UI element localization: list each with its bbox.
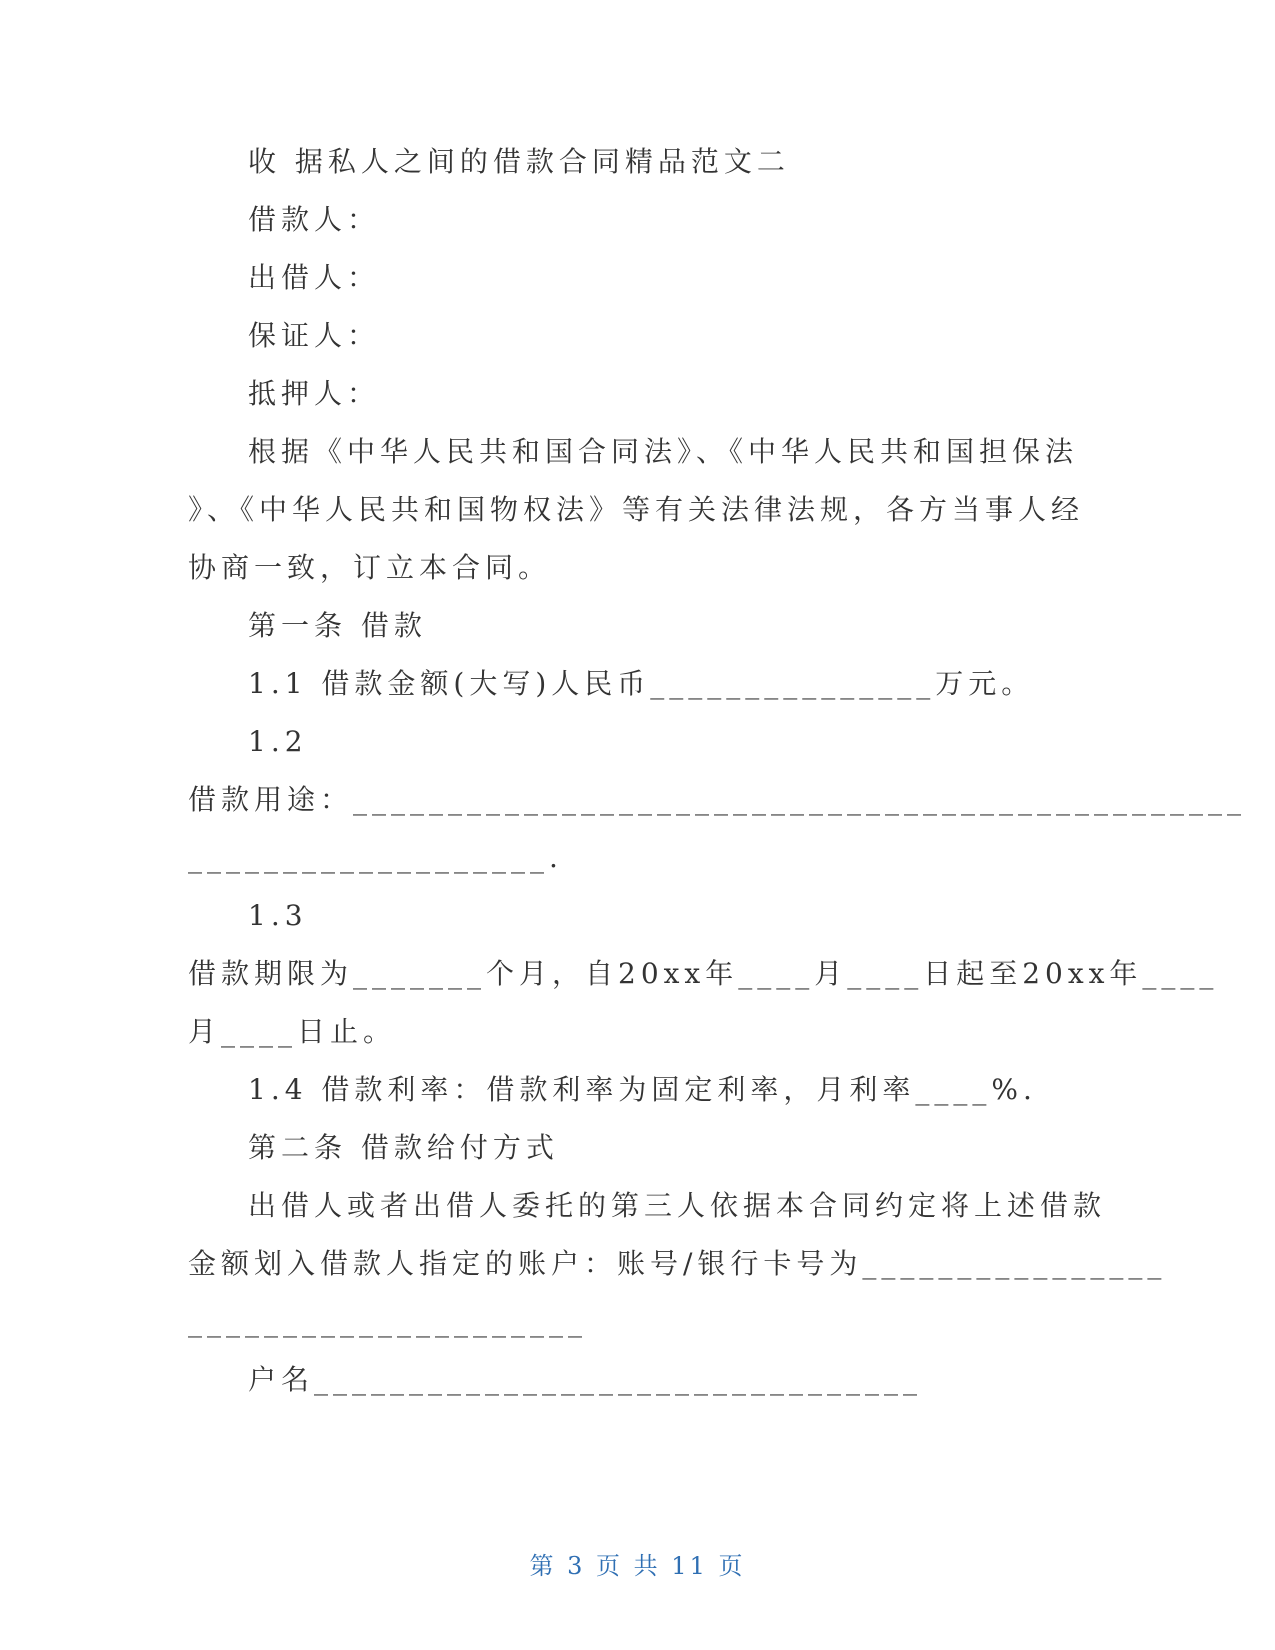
preamble-line-3: 协商一致，订立本合同。 bbox=[188, 551, 552, 584]
account-name-line: 户名________________________________ bbox=[248, 1363, 923, 1396]
lender-label: 出借人： bbox=[248, 261, 381, 294]
clause-1-3-number: 1.3 bbox=[248, 899, 308, 932]
document-title: 收 据私人之间的借款合同精品范文二 bbox=[248, 145, 790, 178]
article-1-heading: 第一条 借款 bbox=[248, 609, 427, 642]
page-footer: 第 3 页 共 11 页 bbox=[529, 1552, 746, 1580]
article-2-line-1: 出借人或者出借人委托的第三人依据本合同约定将上述借款 bbox=[248, 1189, 1107, 1222]
clause-1-2-line-1: 借款用途：_______________________________________________ bbox=[188, 783, 1247, 816]
article-2-line-3: _____________________ bbox=[188, 1305, 587, 1338]
preamble-line-2: 》、《中华人民共和国物权法》等有关法律法规，各方当事人经 bbox=[188, 493, 1085, 526]
guarantor-label: 保证人： bbox=[248, 319, 381, 352]
clause-1-3-line-1: 借款期限为_______个月，自20xx年____月____日起至20xx年____ bbox=[188, 957, 1219, 990]
clause-1-1: 1.1 借款金额(大写)人民币_______________万元。 bbox=[248, 667, 1035, 700]
article-2-heading: 第二条 借款给付方式 bbox=[248, 1131, 559, 1164]
clause-1-4: 1.4 借款利率：借款利率为固定利率，月利率____%. bbox=[248, 1073, 1037, 1106]
clause-1-2-line-2: ___________________. bbox=[188, 841, 563, 874]
borrower-label: 借款人： bbox=[248, 203, 381, 236]
article-2-line-2: 金额划入借款人指定的账户：账号/银行卡号为________________ bbox=[188, 1247, 1167, 1280]
mortgagor-label: 抵押人： bbox=[248, 377, 381, 410]
clause-1-2-number: 1.2 bbox=[248, 725, 308, 758]
clause-1-3-line-2: 月____日止。 bbox=[188, 1015, 397, 1048]
preamble-line-1: 根据《中华人民共和国合同法》、《中华人民共和国担保法 bbox=[248, 435, 1079, 468]
